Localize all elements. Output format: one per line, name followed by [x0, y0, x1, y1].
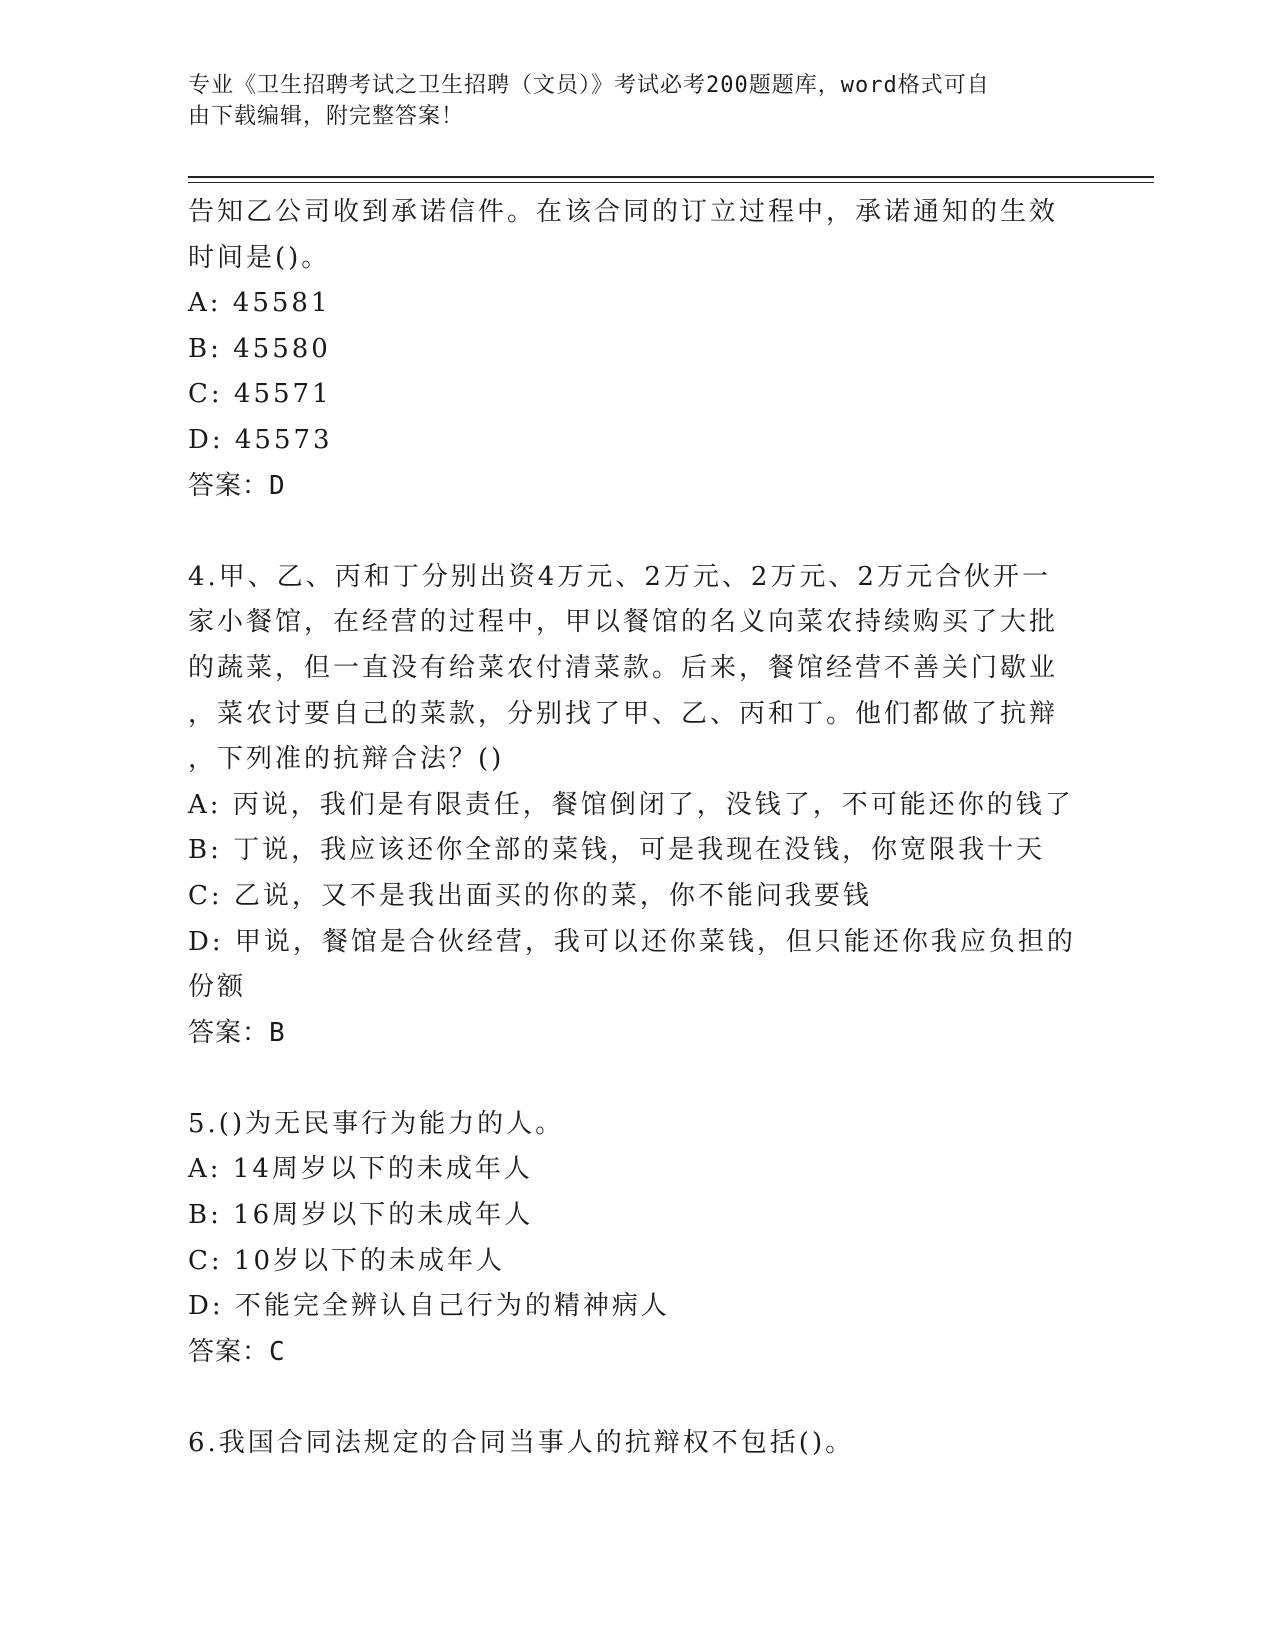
question-stem-line: ，下列准的抗辩合法？(): [188, 744, 505, 775]
question-stem-line: 的蔬菜，但一直没有给菜农付清菜款。后来，餐馆经营不善关门歇业: [188, 652, 1059, 683]
question-stem-line: 家小餐馆，在经营的过程中，甲以餐馆的名义向菜农持续购买了大批: [188, 607, 1059, 638]
option-b: B: 16周岁以下的未成年人: [188, 1200, 534, 1231]
spacer: [188, 1056, 1088, 1102]
document-header: [188, 70, 1068, 132]
question-stem-line: 4.甲、乙、丙和丁分别出资4万元、2万元、2万元、2万元合伙开一: [188, 561, 1051, 592]
option-d-continued: 份额: [188, 972, 247, 1003]
question-6: [188, 1421, 1088, 1467]
question-stem-line: 告知乙公司收到承诺信件。在该合同的订立过程中，承诺通知的生效: [188, 197, 1059, 227]
header-line-2: 由下载编辑，附完整答案！: [188, 104, 465, 129]
question-stem-line: ，菜农讨要自己的菜款，分别找了甲、乙、丙和丁。他们都做了抗辩: [188, 698, 1059, 729]
question-5: [188, 1102, 1088, 1376]
document-body: [188, 190, 1088, 1467]
answer-line: 答案：C: [188, 1336, 286, 1367]
option-d: D: 45573: [188, 424, 333, 455]
question-4: [188, 555, 1088, 1057]
spacer: [188, 1375, 1088, 1421]
option-b: B: 45580: [188, 333, 331, 364]
question-stem-line: 5.()为无民事行为能力的人。: [188, 1108, 565, 1139]
option-a: A: 45581: [188, 288, 331, 319]
question-stem-line: 6.我国合同法规定的合同当事人的抗辩权不包括()。: [188, 1428, 855, 1459]
option-b: B: 丁说，我应该还你全部的菜钱，可是我现在没钱，你宽限我十天: [188, 835, 1046, 866]
answer-line: 答案：B: [188, 1017, 286, 1048]
answer-line: 答案：D: [188, 470, 286, 501]
option-a: A: 丙说，我们是有限责任，餐馆倒闭了，没钱了，不可能还你的钱了: [188, 789, 1074, 820]
option-d: D: 甲说，餐馆是合伙经营，我可以还你菜钱，但只能还你我应负担的: [188, 926, 1076, 957]
question-3: [188, 190, 1088, 509]
option-c: C: 45571: [188, 379, 332, 410]
option-c: C: 乙说，又不是我出面买的你的菜，你不能问我要钱: [188, 880, 872, 911]
header-rule-thin: [188, 182, 1154, 183]
option-d: D: 不能完全辨认自己行为的精神病人: [188, 1291, 670, 1322]
option-a: A: 14周岁以下的未成年人: [188, 1154, 533, 1185]
spacer: [188, 509, 1088, 555]
header-line-1: 专业《卫生招聘考试之卫生招聘（文员）》考试必考200题题库，word格式可自: [188, 73, 990, 98]
header-rule-thick: [188, 176, 1154, 178]
question-stem-line: 时间是()。: [188, 242, 331, 273]
option-c: C: 10岁以下的未成年人: [188, 1245, 506, 1276]
